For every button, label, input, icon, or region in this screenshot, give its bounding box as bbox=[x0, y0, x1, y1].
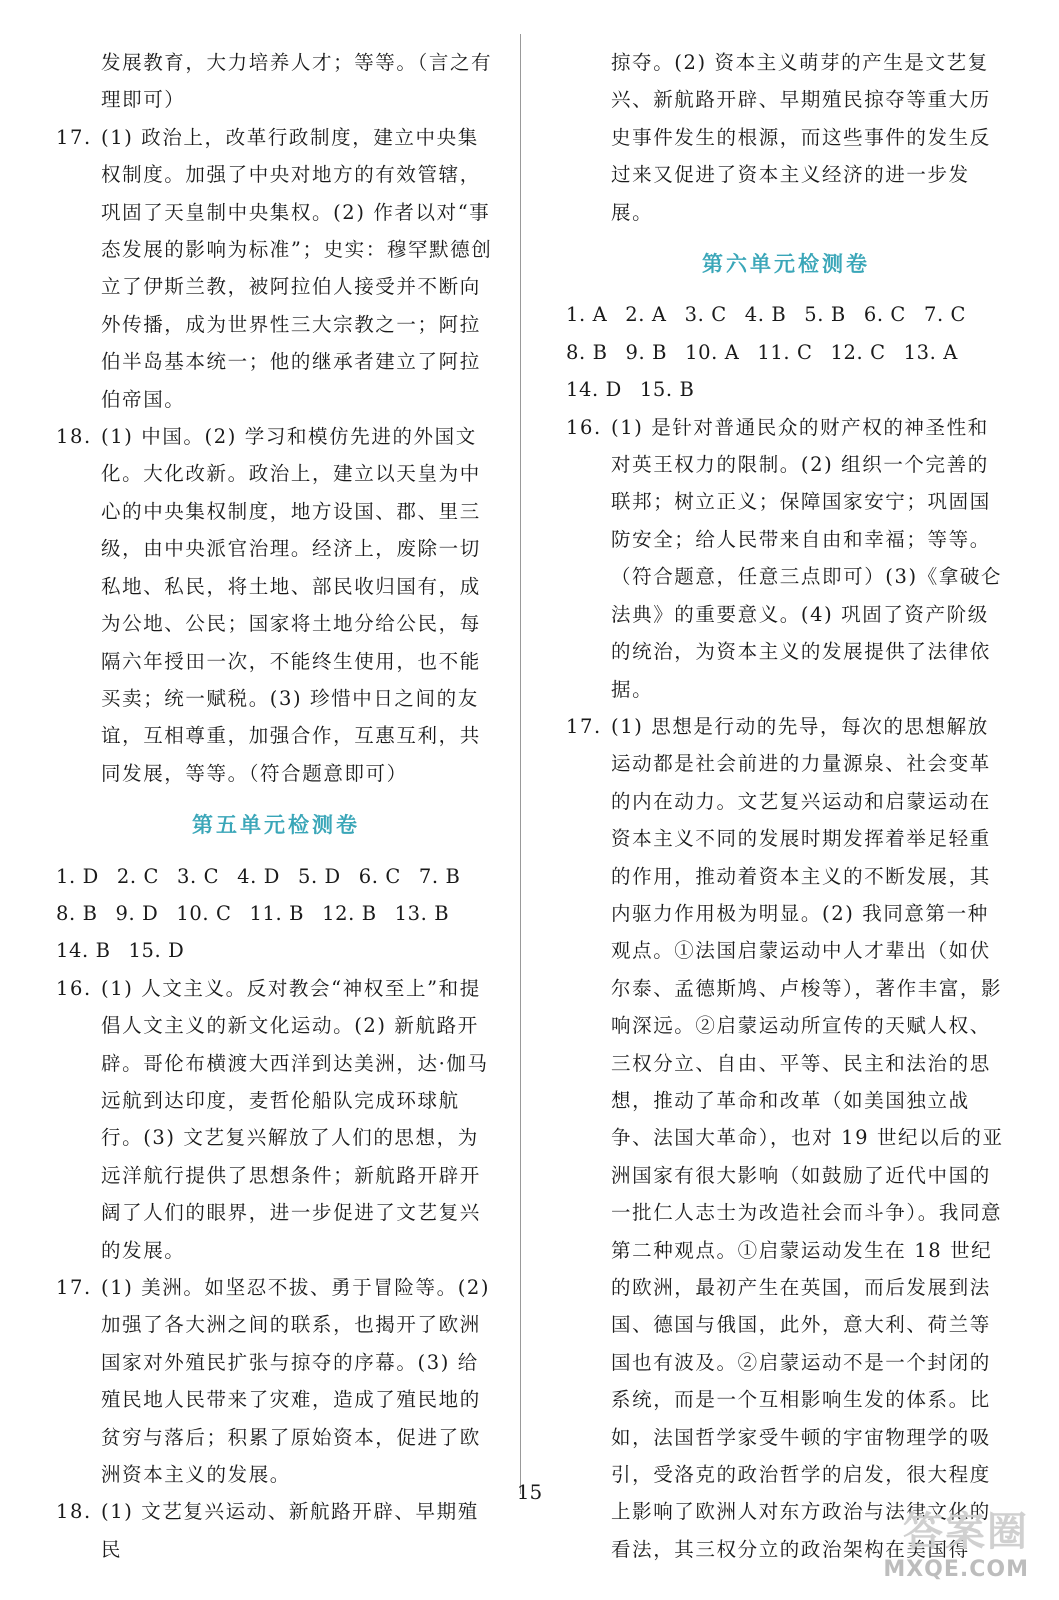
answer-18 bbox=[56, 1493, 496, 1568]
answer-18 bbox=[56, 418, 496, 792]
column-divider bbox=[520, 34, 521, 1494]
mc-answer: 1. A bbox=[566, 303, 608, 327]
answer-text: (1) 人文主义。反对教会“神权至上”和提倡人文主义的新文化运动。(2) 新航路开辟。哥伦布横渡大西洋到达美洲，达·伽马远航到达印度，麦哲伦船队完成环球航行。(3) 文艺复兴解放了人们的思想，为远洋航行提供了思想条件；新航路开辟开阔了人们的眼界，进一步促进了文艺复兴的发展。 bbox=[101, 976, 489, 1262]
mc-answers-row-2 bbox=[56, 895, 496, 932]
page-number: 15 bbox=[516, 1480, 543, 1504]
answer-text: (1) 文艺复兴运动、新航路开辟、早期殖民 bbox=[101, 1500, 479, 1561]
mc-answer: 12. B bbox=[322, 901, 377, 925]
mc-answer: 9. D bbox=[115, 901, 159, 925]
mc-answer: 3. C bbox=[684, 303, 727, 327]
mc-answers-row-1 bbox=[566, 296, 1006, 333]
mc-answer: 15. D bbox=[128, 939, 185, 963]
mc-answer: 14. B bbox=[56, 939, 111, 963]
mc-answer: 13. A bbox=[903, 340, 958, 364]
answer-17 bbox=[56, 119, 496, 418]
left-column bbox=[56, 44, 496, 1568]
answer-text: (1) 中国。(2) 学习和模仿先进的外国文化。大化改新。政治上，建立以天皇为中心的中央集权制度，地方设国、郡、里三级，由中央派官治理。经济上，废除一切私地、私民，将土地、部民收归国有，成为公地、公民；国家将土地分给公民，每隔六年授田一次，不能终生使用，也不能买卖；统一赋税。(3) 珍惜中日之间的友谊，互相尊重，加强合作，互惠互利，共同发展，等等。（符合题意即可） bbox=[101, 425, 481, 785]
mc-answer: 4. B bbox=[744, 303, 787, 327]
mc-answer: 5. D bbox=[297, 864, 341, 888]
mc-answer: 7. C bbox=[923, 303, 967, 327]
mc-answer: 15. B bbox=[639, 378, 695, 402]
answer-number: 18. bbox=[56, 425, 92, 449]
mc-answer: 7. B bbox=[418, 864, 461, 888]
mc-answer: 9. B bbox=[625, 340, 668, 364]
watermark-logo bbox=[883, 1500, 1029, 1582]
answer-number: 17. bbox=[56, 1276, 92, 1299]
mc-answers-row-3 bbox=[566, 371, 1006, 408]
mc-answer: 3. C bbox=[176, 864, 220, 888]
mc-answer: 5. B bbox=[804, 303, 846, 327]
mc-answer: 14. D bbox=[566, 378, 622, 402]
mc-answer: 6. C bbox=[863, 303, 906, 327]
answer-17 bbox=[566, 708, 1006, 1568]
mc-answer: 2. A bbox=[625, 303, 667, 327]
answer-number: 16. bbox=[566, 415, 602, 439]
mc-answer: 13. B bbox=[394, 901, 450, 925]
answer-number: 18. bbox=[56, 1500, 92, 1524]
answer-16 bbox=[566, 409, 1006, 708]
mc-answer: 12. C bbox=[830, 340, 886, 364]
answer-text: (1) 美洲。如坚忍不拔、勇于冒险等。(2) 加强了各大洲之间的联系，也揭开了欧洲国家对外殖民扩张与掠夺的序幕。(3) 给殖民地人民带来了灾难，造成了殖民地的贫穷与落后；积累了原始资本，促进了欧洲资本主义的发展。 bbox=[101, 1276, 491, 1487]
mc-answers-row-2 bbox=[566, 334, 1006, 371]
q18-continuation-text: 掠夺。(2) 资本主义萌芽的产生是文艺复兴、新航路开辟、早期殖民掠夺等重大历史事件发生的根源，而这些事件的发生反过来又促进了资本主义经济的进一步发展。 bbox=[611, 51, 991, 224]
answer-16 bbox=[56, 970, 496, 1269]
right-column bbox=[566, 44, 1006, 1568]
mc-answer: 11. C bbox=[757, 340, 813, 364]
mc-answer: 4. D bbox=[237, 864, 280, 888]
mc-answer: 2. C bbox=[116, 864, 159, 888]
mc-answer: 11. B bbox=[249, 901, 305, 925]
answer-number: 17. bbox=[56, 125, 92, 149]
mc-answer: 8. B bbox=[56, 901, 98, 925]
answer-text: (1) 思想是行动的先导，每次的思想解放运动都是社会前进的力量源泉、社会变革的内在动力。文艺复兴运动和启蒙运动在资本主义不同的发展时期发挥着举足轻重的作用，推动着资本主义的不断发展，其内驱力作用极为明显。(2) 我同意第一种观点。①法国启蒙运动中人才辈出（如伏尔泰、孟德斯鸠、卢梭等），著作丰富，影响深远。②启蒙运动所宣传的天赋人权、三权分立、自由、平等、民主和法治的思想，推动了革命和改革（如美国独立战争、法国大革命），也对 19 世纪以后的亚洲国家有很大影响（如鼓励了近代中国的一批仁人志士为改造社会而斗争）。我同意第二种观点。①启蒙运动发生在 18 世纪的欧洲，最初产生在英国，而后发展到法国、德国与俄国，此外，意大利、荷兰等国也有波及。②启蒙运动不是一个封闭的系统，而是一个互相影响生发的体系。比如，法国哲学家受牛顿的宇宙物理学的吸引，受洛克的政治哲学的启发，很大程度上影响了欧洲人对东方政治与法律文化的看法，其三权分立的政治架构在美国得 bbox=[611, 714, 1004, 1561]
mc-answer: 10. A bbox=[685, 340, 740, 364]
q18-continuation-text: 发展教育，大力培养人才；等等。（言之有理即可） bbox=[101, 51, 493, 112]
answer-17 bbox=[56, 1269, 496, 1493]
answer-number: 16. bbox=[56, 976, 92, 1000]
watermark-title: 答案圈 bbox=[903, 1509, 1029, 1555]
mc-answer: 8. B bbox=[566, 340, 608, 364]
watermark-url: MXQE.COM bbox=[883, 1557, 1029, 1582]
mc-answer: 6. C bbox=[358, 864, 401, 888]
unit5-heading: 第五单元检测卷 bbox=[192, 812, 360, 838]
answer-text: (1) 政治上，改革行政制度，建立中央集权制度。加强了中央对地方的有效管辖，巩固了天皇制中央集权。(2) 作者以对“事态发展的影响为标准”；史实：穆罕默德创立了伊斯兰教，被阿拉伯人接受并不断向外传播，成为世界性三大宗教之一；阿拉伯半岛基本统一；他的继承者建立了阿拉伯帝国。 bbox=[101, 125, 493, 411]
unit6-heading: 第六单元检测卷 bbox=[702, 251, 870, 277]
mc-answer: 1. D bbox=[56, 864, 99, 888]
answer-number: 17. bbox=[566, 714, 602, 738]
answer-text: (1) 是针对普通民众的财产权的神圣性和对英王权力的限制。(2) 组织一个完善的联邦；树立正义；保障国家安宁；巩固国防安全；给人民带来自由和幸福；等等。（符合题意，任意三点即可）(3)《拿破仑法典》的重要意义。(4) 巩固了资产阶级的统治，为资本主义的发展提供了法律依据。 bbox=[611, 415, 1003, 701]
mc-answers-row-1 bbox=[56, 858, 496, 895]
mc-answers-row-3 bbox=[56, 932, 496, 969]
mc-answer: 10. C bbox=[176, 901, 232, 925]
